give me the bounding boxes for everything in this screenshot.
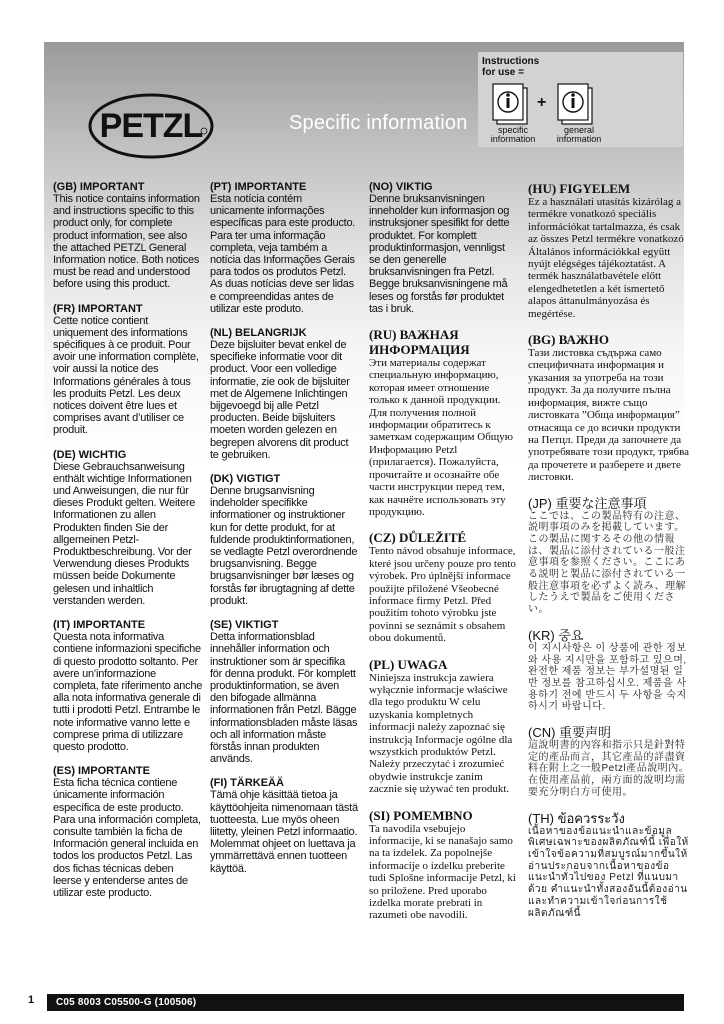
plus-icon: + [537, 94, 547, 111]
column-3 [369, 181, 517, 934]
section-kr [528, 628, 690, 713]
section-pt [210, 181, 358, 315]
general-info-caption: general information [556, 125, 602, 144]
section-heading: (KR) 중요 [528, 627, 584, 643]
page-title: Specific information [289, 112, 468, 134]
specific-info-caption: specific information [490, 125, 536, 144]
section-nl [210, 327, 358, 461]
reference-code: C05 8003 C05500-G (100506) [56, 997, 197, 1008]
column-2 [210, 181, 358, 887]
section-se [210, 619, 358, 765]
section-cz [369, 530, 517, 644]
section-cn [528, 725, 690, 799]
section-body: Detta informationsblad innehåller information och instruktioner som är specifika för denna produkt. För komplett produktinformation, se även den bifogade allmänna informationen från Petzl. Bägge informationsbladen måste läsas och all information måste förstås innan produkten används. [210, 631, 358, 766]
section-body: Denne brugsanvisning indeholder specifikke informationer og instruktioner kun for dette produkt, for at fuldende produktinformationen, se vedlagte Petzl overordnende brugsanvisning. Begge brugsanvisninger bør læses og forstås før ibrugtagning af dette produkt. [210, 485, 358, 607]
section-body: This notice contains information and instructions specific to this product only, for complete product information, see also the attached PETZL General Information notice. Both notices must be read and understood before using this product. [53, 193, 200, 291]
section-body: Tento návod obsahuje informace, které jsou určeny pouze pro tento výrobek. Pro úplnější informace použijte přiložené Všeobecné informace firmy Petzl. Před použitím tohoto výrobku jste povinni se seznámit s obsahem obou dokumentů. [369, 545, 516, 645]
section-body: Esta notícia contém unicamente informações específicas para este producto. Para ter uma informação completa, veja também a notícia das Informações Gerais para todos os produtos Petzl. As duas notícias deve ser lidas e compreendidas antes de utilizar este produto. [210, 193, 356, 315]
column-1 [53, 181, 203, 911]
section-heading: (NL) BELANGRIJK [210, 327, 307, 340]
specific-info-icon [491, 82, 535, 126]
section-body: Cette notice contient uniquement des informations spécifiques à ce produit. Pour avoir une information complète, voir aussi la notice des Informations générales à tous les produits Petzl. Les deux notices doivent être lues et comprises avant d’utiliser ce produit. [53, 314, 199, 437]
section-heading: (DE) WICHTIG [53, 448, 127, 461]
section-heading: (GB) IMPORTANT [53, 181, 145, 193]
instructions-label: Instructions for use = [482, 56, 540, 78]
page-number: 1 [28, 994, 35, 1006]
section-heading: (ES) IMPORTANTE [53, 765, 150, 778]
section-ru [369, 327, 517, 518]
column-4 [528, 181, 690, 931]
section-heading: (RU) ВАЖНАЯ ИНФОРМАЦИЯ [369, 327, 470, 358]
section-body: Questa nota informativa contiene informazioni specifiche di questo prodotto soltanto. Per avere un’informazione completa, fate riferimento anche alla nota informativa generale di tutti i prodotti Petzl. Entrambe le note informative vanno lette e comprese prima di utilizzare questo prodotto. [53, 631, 203, 753]
section-heading: (DK) VIGTIGT [210, 473, 281, 486]
section-de [53, 449, 203, 607]
section-si [369, 808, 517, 922]
section-no [369, 181, 517, 315]
section-hu [528, 181, 690, 320]
section-body: Esta ficha técnica contiene únicamente información específica de este producto. Para una información completa, consulte también la ficha de Información general incluida en todos los productos Petzl. Las dos fichas técnicas deben leerse y entenderse antes de utilizar este producto. [53, 777, 201, 899]
section-es [53, 765, 203, 899]
section-jp [528, 496, 690, 616]
section-body: Эти материалы содержат специальную информацию, которая имеет отношение только к данной продукции. Для получения полной информации обратитесь к заметкам содержащим Общую Информацию Petzl (прилагается). Пожалуйста, прочитайте и осознайте обе части инструкции перед тем, как начнёте использовать эту продукцию. [369, 357, 513, 518]
logo-text: PETZL [99, 107, 203, 145]
section-body: 이 지시사항은 이 상품에 관한 정보와 사용 지시만을 포함하고 있으며, 완전한 제품 정보는 부가설명된 일반 정보를 참고하십시오. 제품을 사용하기 전에 반드시 두 사항을 숙지하시기 바랍니다. [528, 642, 687, 713]
section-heading: (CN) 重要声明 [528, 725, 612, 741]
section-heading: (BG) ВАЖНО [528, 332, 610, 348]
section-dk [210, 473, 358, 607]
section-heading: (HU) FIGYELEM [528, 181, 631, 196]
section-body: Ez a használati utasítás kizárólag a termékre vonatkozó speciális információkat tartalmazza, és csak az összes Petzl termékre vonatkozó Általános információkkal együtt nyújt elégséges tájékoztatást. A termék használatbavétele előtt elengedhetetlen a két ismertető alapos áttanulmányozása és megértése. [528, 196, 684, 320]
section-gb [53, 181, 203, 291]
petzl-logo [88, 93, 215, 159]
section-th [528, 811, 690, 920]
section-body: Deze bijsluiter bevat enkel de specifieke informatie voor dit product. Voor een volledige informatie, zie ook de bijsluiter met de Algemene Inlichtingen bijgevoegd bij alle Petzl producten. Beide bijsluiters moeten worden gelezen en begrepen alvorens dit product te gebruiken. [210, 339, 350, 461]
section-heading: (FI) TÄRKEÄÄ [210, 777, 284, 790]
section-heading: (TH) ข้อควรระวัง [528, 810, 625, 826]
section-it [53, 619, 203, 753]
section-body: ここでは、この製品特有の注意、説明事項のみを掲載しています。この製品に関するその他の情報は、製品に添付されている一般注意事項を参照ください。ここにある説明と製品に添付されている一般注意事項を必ずよく読み、理解したうえで製品をご使用ください。 [528, 510, 687, 616]
section-heading: (SI) POMEMBNO [369, 807, 473, 823]
general-info-icon [556, 82, 600, 126]
section-body: Ta navodila vsebujejo informacije, ki se nanašajo samo na ta izdelek. Za popolnejše informacije o izdelku preberite tudi Splošne informacije Petzl, ki so priložene. Pred uporabo izdelka morate prebrati in razumeti obe navodili. [369, 822, 516, 922]
section-heading: (PT) IMPORTANTE [210, 181, 307, 193]
section-pl [369, 657, 517, 796]
section-heading: (SE) VIKTIGT [210, 619, 279, 632]
section-body: Tämä ohje käsittää tietoa ja käyttöohjeita nimenomaan tästä tuotteesta. Lue myös oheen liitetty, yleinen Petzl informaatio. Molemmat ohjeet on luettava ja ymmärrettävä ennen tuotteen käyttöä. [210, 789, 358, 875]
section-heading: (JP) 重要な注意事項 [528, 495, 647, 511]
section-fi [210, 777, 358, 874]
section-body: 這說明書的內容和指示只是針對特定的產品而言，其它產品的詳盡資料在附上之一般Petzl產品說明內。在使用產品前，兩方面的說明均需要充分明白方可使用。 [528, 740, 690, 798]
section-heading: (FR) IMPORTANT [53, 302, 143, 315]
section-bg [528, 332, 690, 483]
section-body: เนื้อหาของข้อแนะนำและข้อมูลพิเศษเฉพาะของผลิตภัณฑ์นี้ เพื่อให้เข้าใจข้อความที่สมบูรณ์มากขึ้นให้อ่านประกอบจากเนื้อหาของข้อ แนะนำทั่วไปของ Petzl ที่แนบมาด้วย คำแนะนำทั้งสองอันนี้ต้องอ่าน และทำความเข้าใจก่อนการใช้ผลิตภัณฑ์นี้ [528, 825, 689, 919]
section-body: Niniejsza instrukcja zawiera wyłącznie informacje właściwe dla tego produktu W celu uzyskania kompletnych informacji należy zapoznać się instrukcją Informacje ogólne dla wszystkich produktów Petzl. Należy przeczytać i zrozumieć obydwie instrukcje zanim zacznie się używać ten produkt. [369, 671, 513, 796]
section-fr [53, 303, 203, 437]
section-body: Тази листовка съдържа само специфичната информация и указания за употреба на този продукт. За да получите пълна информация, вижте също листовката ”Обща информация” отнасяща се до всички продукти на Петцл. Преди да започнете да употребявате този продукт, трябва да прочетете и разберете и двете листовки. [528, 347, 690, 484]
section-heading: (IT) IMPORTANTE [53, 619, 146, 632]
section-body: Denne bruksanvisningen inneholder kun informasjon og instruksjoner spesifikt for dette produktet. For komplett produktinformasjon, vennligst se den generelle bruksanvisningen fra Petzl. Begge bruksanvisningene må leses og forstås før produktet tas i bruk. [369, 193, 510, 315]
section-heading: (PL) UWAGA [369, 656, 448, 672]
section-heading: (CZ) DŮLEŽITÉ [369, 530, 467, 546]
section-heading: (NO) VIKTIG [369, 181, 433, 193]
section-body: Diese Gebrauchsanweisung enthält wichtige Informationen und Anweisungen, die nur für dieses Produkt gelten. Weitere Informationen zu allen Produkten finden Sie der allgemeinen Petzl-Produktbeschreibung. Vor der Verwendung dieses Produkts müssen beide Dokumente gelesen und inhaltlich verstanden werden. [53, 460, 196, 607]
